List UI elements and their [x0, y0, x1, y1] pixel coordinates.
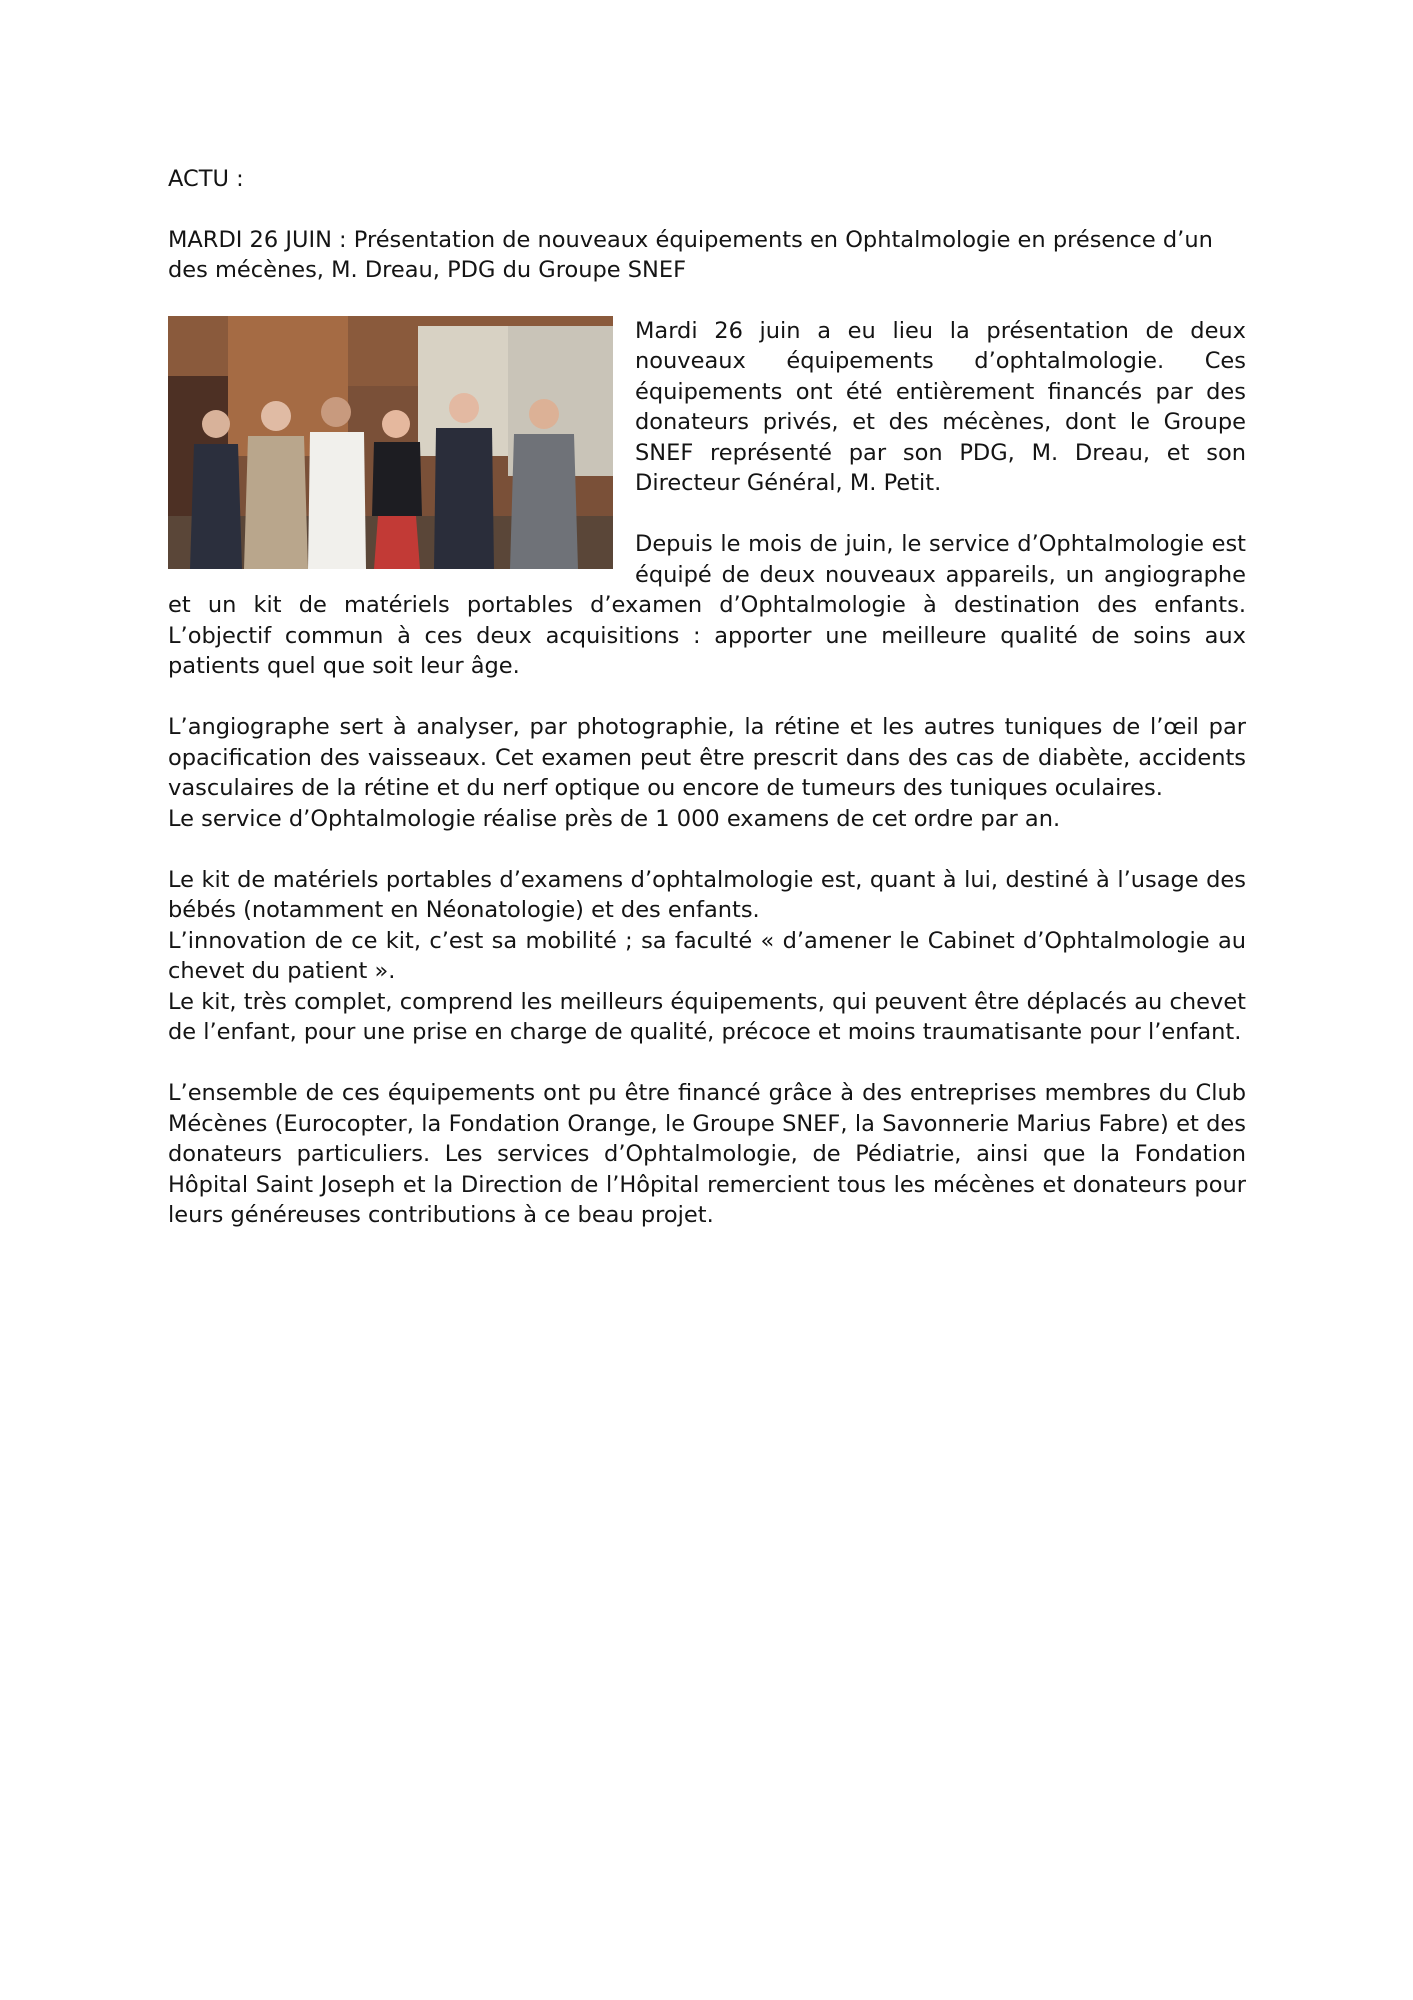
paragraph-exam-count: Le service d’Ophtalmologie réalise près de 1 000 examens de cet ordre par an. [168, 805, 1061, 832]
paragraph-equipment: Depuis le mois de juin, le service d’Ophtalmologie est équipé de deux nouveaux appareils, un angiographe et un kit de matériels portables d’examen d’Ophtalmologie à destination des enfants. L’objectif commun à ces deux acquisitions : apporter une meilleure qualité de soins aux patients quel que soit leur âge. [168, 531, 1246, 679]
paragraph-kit-complet: Le kit, très complet, comprend les meilleurs équipements, qui peuvent être déplacés au chevet de l’enfant, pour une prise en charge de qualité, précoce et moins traumatisante pour l’enfant. [168, 988, 1246, 1045]
article-body [168, 164, 1246, 1231]
article-headline: MARDI 26 JUIN : Présentation de nouveaux équipements en Ophtalmologie en présence d’un des mécènes, M. Dreau, PDG du Groupe SNEF [168, 226, 1213, 283]
paragraph-innovation: L’innovation de ce kit, c’est sa mobilité ; sa faculté « d’amener le Cabinet d’Ophtalmologie au chevet du patient ». [168, 927, 1246, 984]
intro-paragraph: Mardi 26 juin a eu lieu la présentation de deux nouveaux équipements d’ophtalmologie. Ces équipements ont été entièrement financés par des donateurs privés, et des mécènes, dont le Groupe SNEF représenté par son PDG, M. Dreau, et son Directeur Général, M. Petit. [635, 317, 1246, 496]
paragraph-thanks: L’ensemble de ces équipements ont pu être financé grâce à des entreprises membres du Club Mécènes (Eurocopter, la Fondation Orange, le Groupe SNEF, la Savonnerie Marius Fabre) et des donateurs particuliers. Les services d’Ophtalmologie, de Pédiatrie, ainsi que la Fondation Hôpital Saint Joseph et la Direction de l’Hôpital remercient tous les mécènes et donateurs pour leurs généreuses contributions à ce beau projet. [168, 1080, 1246, 1228]
paragraph-kit: Le kit de matériels portables d’examens d’ophtalmologie est, quant à lui, destiné à l’usage des bébés (notamment en Néonatologie) et des enfants. [168, 866, 1246, 923]
group-photo [168, 316, 613, 569]
paragraph-angiographe: L’angiographe sert à analyser, par photographie, la rétine et les autres tuniques de l’œil par opacification des vaisseaux. Cet examen peut être prescrit dans des cas de diabète, accidents vasculaires de la rétine et du nerf optique ou encore de tumeurs des tuniques oculaires. [168, 714, 1246, 801]
section-kicker: ACTU : [168, 166, 244, 192]
